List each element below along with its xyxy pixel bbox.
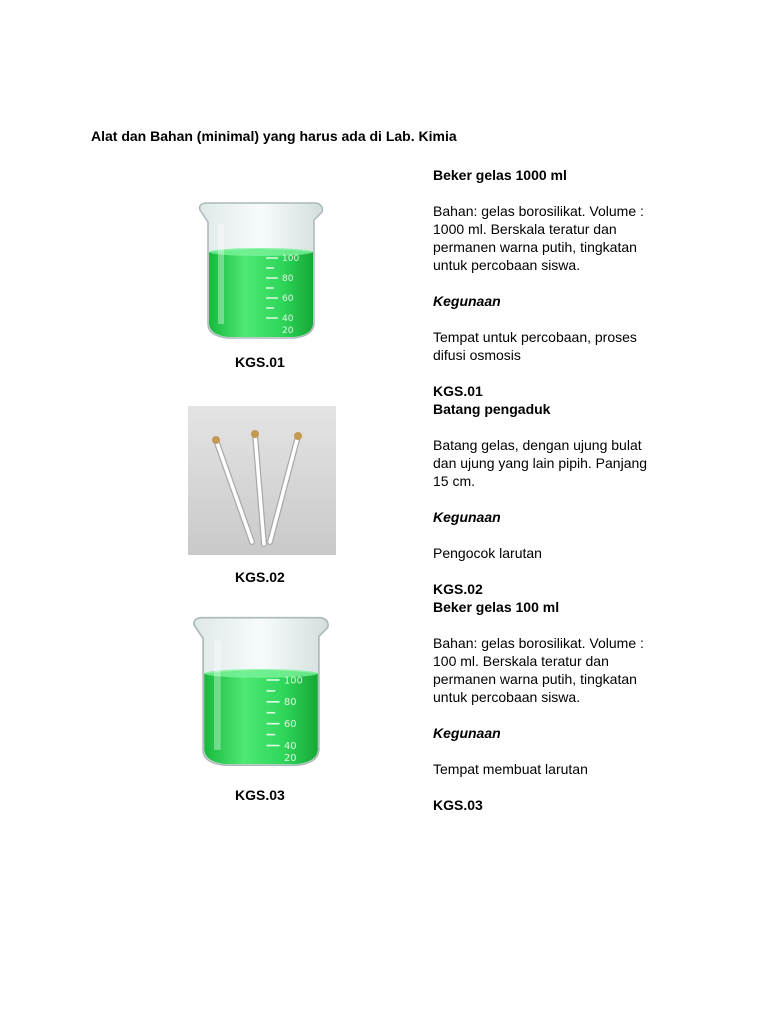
usage-heading: Kegunaan xyxy=(433,725,501,741)
page-title: Alat dan Bahan (minimal) yang harus ada di Lab. Kimia xyxy=(91,128,457,144)
description-line: permanen warna putih, tingkatan xyxy=(433,239,637,255)
figure-code-label: KGS.02 xyxy=(235,569,285,585)
scale-mark: 60 xyxy=(283,718,297,730)
description-line: untuk percobaan siswa. xyxy=(433,689,581,705)
scale-mark: 100 xyxy=(283,675,303,687)
item-code: KGS.02 xyxy=(433,581,483,597)
scale-mark: 80 xyxy=(282,274,294,284)
description-line: 100 ml. Berskala teratur dan xyxy=(433,653,609,669)
usage-line: difusi osmosis xyxy=(433,347,521,363)
item-name: Batang pengaduk xyxy=(433,401,551,417)
stirring-rods-image xyxy=(188,406,336,555)
item-code: KGS.03 xyxy=(433,797,483,813)
scale-mark: 100 xyxy=(282,254,300,264)
description-line: 1000 ml. Berskala teratur dan xyxy=(433,221,617,237)
scale-mark: 80 xyxy=(283,697,297,709)
usage-line: Tempat untuk percobaan, proses xyxy=(433,329,637,345)
beaker-100ml-image xyxy=(190,613,332,771)
item-name: Beker gelas 100 ml xyxy=(433,599,560,615)
scale-mark: 40 xyxy=(283,740,297,752)
item-name: Beker gelas 1000 ml xyxy=(433,167,567,183)
figure-code-label: KGS.01 xyxy=(235,354,285,370)
description-line: dan ujung yang lain pipih. Panjang xyxy=(433,455,648,471)
description-line: 15 cm. xyxy=(433,473,476,489)
item-code: KGS.01 xyxy=(433,383,483,399)
description-line: untuk percobaan siswa. xyxy=(433,257,581,273)
beaker-1000ml-image xyxy=(196,200,326,342)
usage-heading: Kegunaan xyxy=(433,293,501,309)
description-line: Bahan: gelas borosilikat. Volume : xyxy=(433,635,644,651)
scale-mark: 20 xyxy=(283,752,297,764)
description-line: Batang gelas, dengan ujung bulat xyxy=(433,437,642,453)
scale-mark: 40 xyxy=(282,314,294,324)
scale-mark: 60 xyxy=(282,294,294,304)
usage-line: Tempat membuat larutan xyxy=(433,761,588,777)
item-descriptions xyxy=(433,166,683,814)
description-line: permanen warna putih, tingkatan xyxy=(433,671,637,687)
scale-mark: 20 xyxy=(282,326,294,336)
usage-line: Pengocok larutan xyxy=(433,545,542,561)
description-line: Bahan: gelas borosilikat. Volume : xyxy=(433,203,644,219)
figure-code-label: KGS.03 xyxy=(235,787,285,803)
usage-heading: Kegunaan xyxy=(433,509,501,525)
